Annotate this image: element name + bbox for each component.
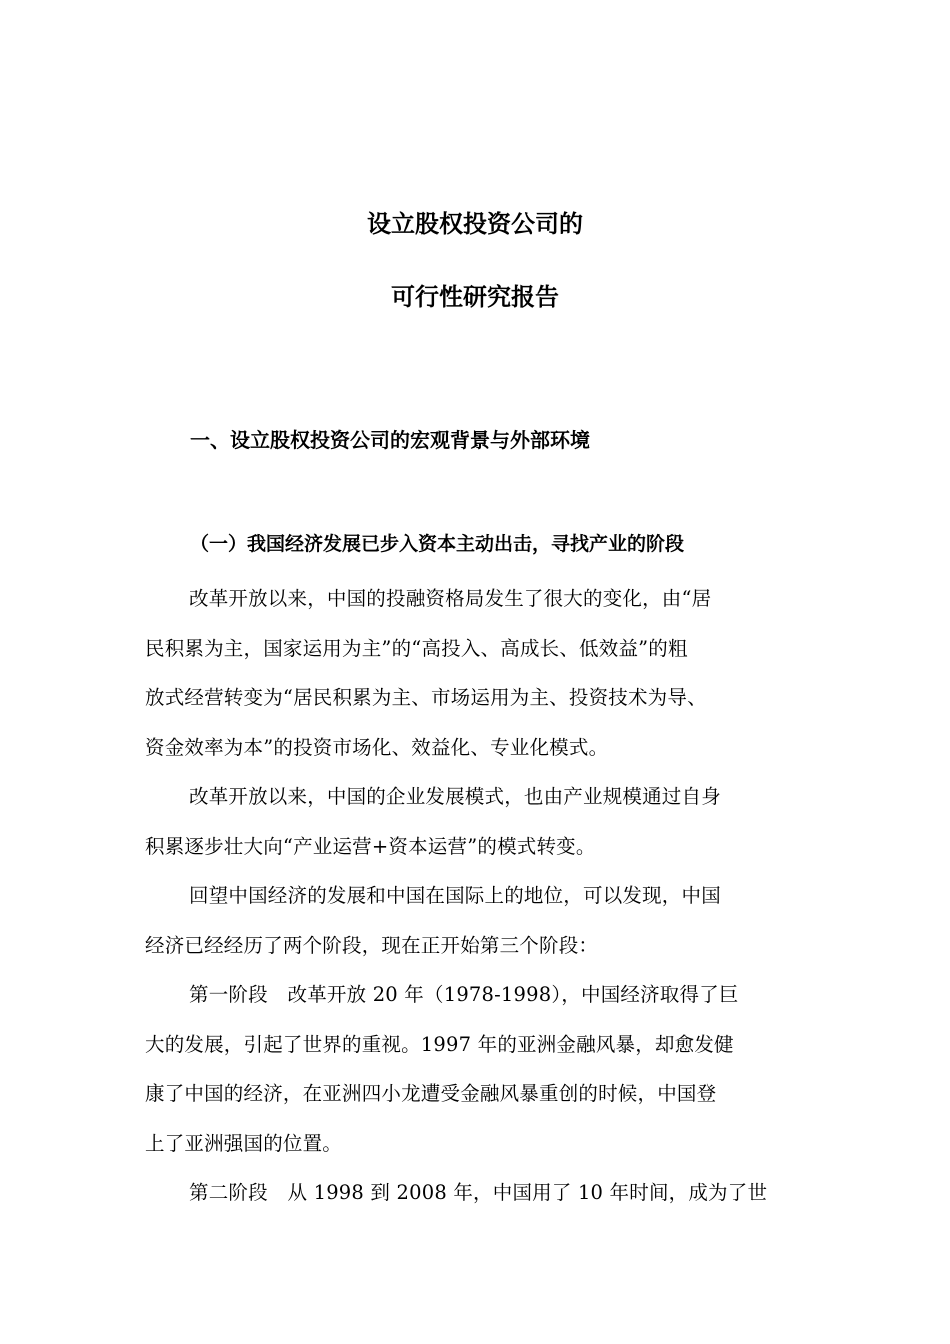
text-line: 经济已经经历了两个阶段，现在正开始第三个阶段： (145, 933, 599, 957)
subsection-heading: （一）我国经济发展已步入资本主动出击，寻找产业的阶段 (190, 533, 685, 555)
text-line: 第二阶段 从 1998 到 2008 年，中国用了 10 年时间，成为了世 (189, 1181, 768, 1204)
text-line: 放式经营转变为“居民积累为主、市场运用为主、投资技术为导、 (145, 686, 707, 709)
text-line: 改革开放以来，中国的企业发展模式，也由产业规模通过自身 (189, 785, 721, 808)
report-title-line-2: 可行性研究报告 (391, 283, 559, 311)
paragraph (145, 970, 797, 1168)
body-text (145, 574, 797, 1218)
paragraph (145, 1168, 797, 1218)
text-line: 积累逐步壮大向“产业运营+资本运营”的模式转变。 (145, 834, 596, 858)
paragraph (145, 871, 797, 970)
text-line: 民积累为主，国家运用为主”的“高投入、高成长、低效益”的粗 (145, 636, 688, 660)
text-line: 大的发展，引起了世界的重视。1997 年的亚洲金融风暴，却愈发健 (145, 1032, 734, 1056)
text-line: 第一阶段 改革开放 20 年（1978-1998），中国经济取得了巨 (189, 983, 739, 1006)
text-line: 上了亚洲强国的位置。 (145, 1131, 343, 1155)
paragraph (145, 772, 797, 871)
text-line: 回望中国经济的发展和中国在国际上的地位，可以发现，中国 (189, 884, 721, 907)
report-title-line-1: 设立股权投资公司的 (367, 210, 583, 238)
paragraph (145, 574, 797, 772)
section-heading: 一、设立股权投资公司的宏观背景与外部环境 (190, 428, 590, 452)
text-line: 改革开放以来，中国的投融资格局发生了很大的变化，由“居 (189, 587, 712, 610)
text-line: 康了中国的经济，在亚洲四小龙遭受金融风暴重创的时候，中国登 (145, 1082, 717, 1105)
text-line: 资金效率为本”的投资市场化、效益化、专业化模式。 (145, 735, 609, 759)
